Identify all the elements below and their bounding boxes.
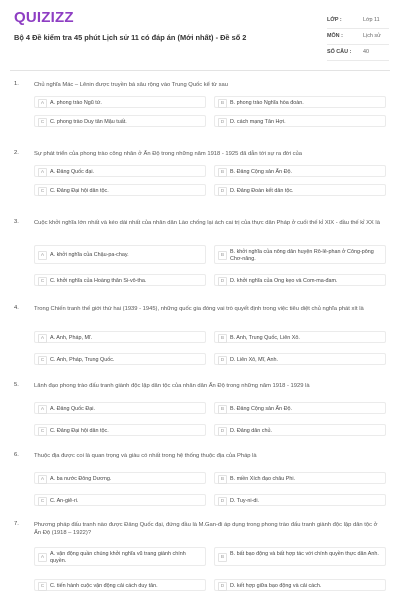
option-b[interactable]	[214, 96, 386, 108]
option-text: A. khởi nghĩa của Chậu-pa-chay.	[50, 252, 129, 258]
option-text: B. Đảng Cộng sản Ấn Độ.	[230, 168, 293, 175]
option-text: A. vận động quần chúng khởi nghĩa vũ trang giành chính quyền.	[50, 550, 186, 564]
question-number: 5.	[14, 382, 19, 388]
option-letter: D	[218, 582, 227, 591]
option-c[interactable]	[34, 274, 206, 286]
option-d[interactable]	[214, 353, 386, 365]
option-letter: A	[38, 475, 47, 484]
option-letter: B	[218, 475, 227, 484]
option-letter: C	[38, 277, 47, 286]
option-letter: A	[38, 553, 47, 562]
option-text: D. khởi nghĩa của Ong kẹo và Com-ma-đam.	[230, 277, 338, 284]
meta-value: 40	[363, 49, 369, 55]
option-letter: B	[218, 553, 227, 562]
option-a[interactable]	[34, 165, 206, 177]
option-letter: B	[218, 334, 227, 343]
option-text: C. Đảng Đại hội dân tộc.	[50, 427, 109, 434]
question-text: Sự phát triển của phong trào công nhân ở Ấn Độ trong những năm 1918 - 1925 đã dẫn tới sự ra đời của	[34, 151, 302, 157]
option-d[interactable]	[214, 115, 386, 127]
option-letter: D	[218, 118, 227, 127]
option-letter: A	[38, 405, 47, 414]
option-letter: D	[218, 356, 227, 365]
option-text: B. Anh, Trung Quốc, Liên Xô.	[230, 334, 300, 341]
option-letter: A	[38, 251, 47, 260]
option-text: A. Anh, Pháp, Mĩ.	[50, 334, 92, 341]
option-d[interactable]	[214, 184, 386, 196]
option-letter: D	[218, 187, 227, 196]
option-d[interactable]	[214, 494, 386, 506]
option-a[interactable]	[34, 245, 206, 264]
meta-label: LỚP :	[327, 17, 342, 23]
option-text: B. bất bạo động và bất hợp tác với chính quyền thực dân Anh.	[230, 550, 379, 557]
option-b[interactable]	[214, 245, 386, 264]
option-letter: D	[218, 427, 227, 436]
option-letter: A	[38, 334, 47, 343]
option-text: C. An-giê-ri.	[50, 497, 79, 504]
option-text: B. Đảng Cộng sản Ấn Độ.	[230, 405, 293, 412]
option-a[interactable]	[34, 472, 206, 484]
option-letter: C	[38, 497, 47, 506]
meta-row-class	[327, 13, 389, 29]
option-c[interactable]	[34, 115, 206, 127]
question-number: 4.	[14, 305, 19, 311]
question-text: Phương pháp đấu tranh nào được Đảng Quốc đại, đứng đầu là M.Gan-đi áp dụng trong phong trào đấu tranh giành độc lập dân tộc ở Ấn Độ (1918 – 1922)?	[34, 522, 378, 536]
option-text: B. phong trào Nghĩa hòa đoàn.	[230, 99, 304, 106]
option-a[interactable]	[34, 402, 206, 414]
option-b[interactable]	[214, 472, 386, 484]
option-letter: C	[38, 427, 47, 436]
header	[0, 0, 400, 70]
option-a[interactable]	[34, 331, 206, 343]
question-text: Lãnh đạo phong trào đấu tranh giành độc lập dân tộc của nhân dân Ấn Độ trong những năm 1918 - 1929 là	[34, 383, 310, 389]
question-text: Thuộc địa được coi là quan trọng và giàu có nhất trong hệ thống thuộc địa của Pháp là	[34, 453, 257, 459]
meta-panel	[327, 13, 389, 61]
option-text: C. Đảng Đại hội dân tộc.	[50, 187, 109, 194]
option-text: C. phong trào Duy tân Mậu tuất.	[50, 118, 127, 125]
meta-label: SỐ CÂU :	[327, 49, 352, 55]
option-letter: B	[218, 405, 227, 414]
option-text: C. Anh, Pháp, Trung Quốc.	[50, 356, 115, 363]
question-text: Trong Chiến tranh thế giới thứ hai (1939 - 1945), những quốc gia đóng vai trò quyết định trong việc tiêu diệt chủ nghĩa phát xít là	[34, 306, 364, 312]
question-number: 3.	[14, 219, 19, 225]
option-letter: C	[38, 118, 47, 127]
option-text: A. Đảng Quốc đại.	[50, 168, 95, 175]
option-text: D. Tuy-ni-di.	[230, 497, 260, 504]
option-c[interactable]	[34, 494, 206, 506]
question-number: 7.	[14, 521, 19, 527]
option-a[interactable]	[34, 96, 206, 108]
option-text: D. cách mạng Tân Hợi.	[230, 118, 286, 125]
option-a[interactable]	[34, 547, 206, 566]
option-letter: A	[38, 168, 47, 177]
option-letter: C	[38, 582, 47, 591]
option-text: B. miền Xích đạo châu Phi.	[230, 475, 296, 482]
question-number: 6.	[14, 452, 19, 458]
option-text: D. Đảng dân chủ.	[230, 427, 272, 434]
option-text: D. kết hợp giữa bạo động và cải cách.	[230, 582, 322, 589]
option-text: A. Đảng Quốc Đại.	[50, 405, 95, 412]
option-c[interactable]	[34, 424, 206, 436]
meta-value: Lịch sử	[363, 33, 381, 39]
option-text: C. khởi nghĩa của Hoàng thân Si-vô-tha.	[50, 277, 147, 284]
option-text: D. Đảng Đoàn kết dân tộc.	[230, 187, 294, 194]
option-c[interactable]	[34, 579, 206, 591]
option-letter: C	[38, 356, 47, 365]
question-number: 1.	[14, 81, 19, 87]
meta-row-subject	[327, 29, 389, 45]
option-letter: B	[218, 168, 227, 177]
option-c[interactable]	[34, 353, 206, 365]
header-divider	[10, 70, 390, 71]
option-text: D. Liên Xô, Mĩ, Anh.	[230, 356, 278, 363]
option-d[interactable]	[214, 424, 386, 436]
option-b[interactable]	[214, 547, 386, 566]
meta-label: MÔN :	[327, 33, 343, 39]
option-d[interactable]	[214, 274, 386, 286]
option-letter: D	[218, 497, 227, 506]
question-text: Chủ nghĩa Mác – Lênin được truyền bá sâu rộng vào Trung Quốc kể từ sau	[34, 82, 228, 88]
option-c[interactable]	[34, 184, 206, 196]
option-letter: D	[218, 277, 227, 286]
option-letter: B	[218, 251, 227, 260]
document-title: Bộ 4 Đề kiểm tra 45 phút Lịch sử 11 có đáp án (Mới nhất) - Đề số 2	[14, 33, 247, 42]
option-letter: A	[38, 99, 47, 108]
option-b[interactable]	[214, 165, 386, 177]
option-text: C. tiến hành cuộc vận động cải cách duy tân.	[50, 582, 158, 589]
meta-value: Lớp 11	[363, 17, 380, 23]
meta-row-count	[327, 45, 389, 61]
option-letter: C	[38, 187, 47, 196]
option-b[interactable]	[214, 402, 386, 414]
option-text: A. phong trào Ngũ tứ.	[50, 99, 102, 106]
option-b[interactable]	[214, 331, 386, 343]
question-number: 2.	[14, 150, 19, 156]
quizizz-logo: QUIZIZZ	[14, 9, 74, 26]
option-text: A. ba nước Đông Dương.	[50, 475, 112, 482]
option-text: B. khởi nghĩa của nông dân huyện Rô-lê-phan ở Công-pông Chơ-năng.	[230, 248, 374, 262]
option-d[interactable]	[214, 579, 386, 591]
option-letter: B	[218, 99, 227, 108]
question-text: Cuộc khởi nghĩa lớn nhất và kéo dài nhất của nhân dân Lào chống lại ách cai trị của thực dân Pháp ở cuối thế kỉ XIX - đầu thế kỉ XX là	[34, 220, 380, 226]
